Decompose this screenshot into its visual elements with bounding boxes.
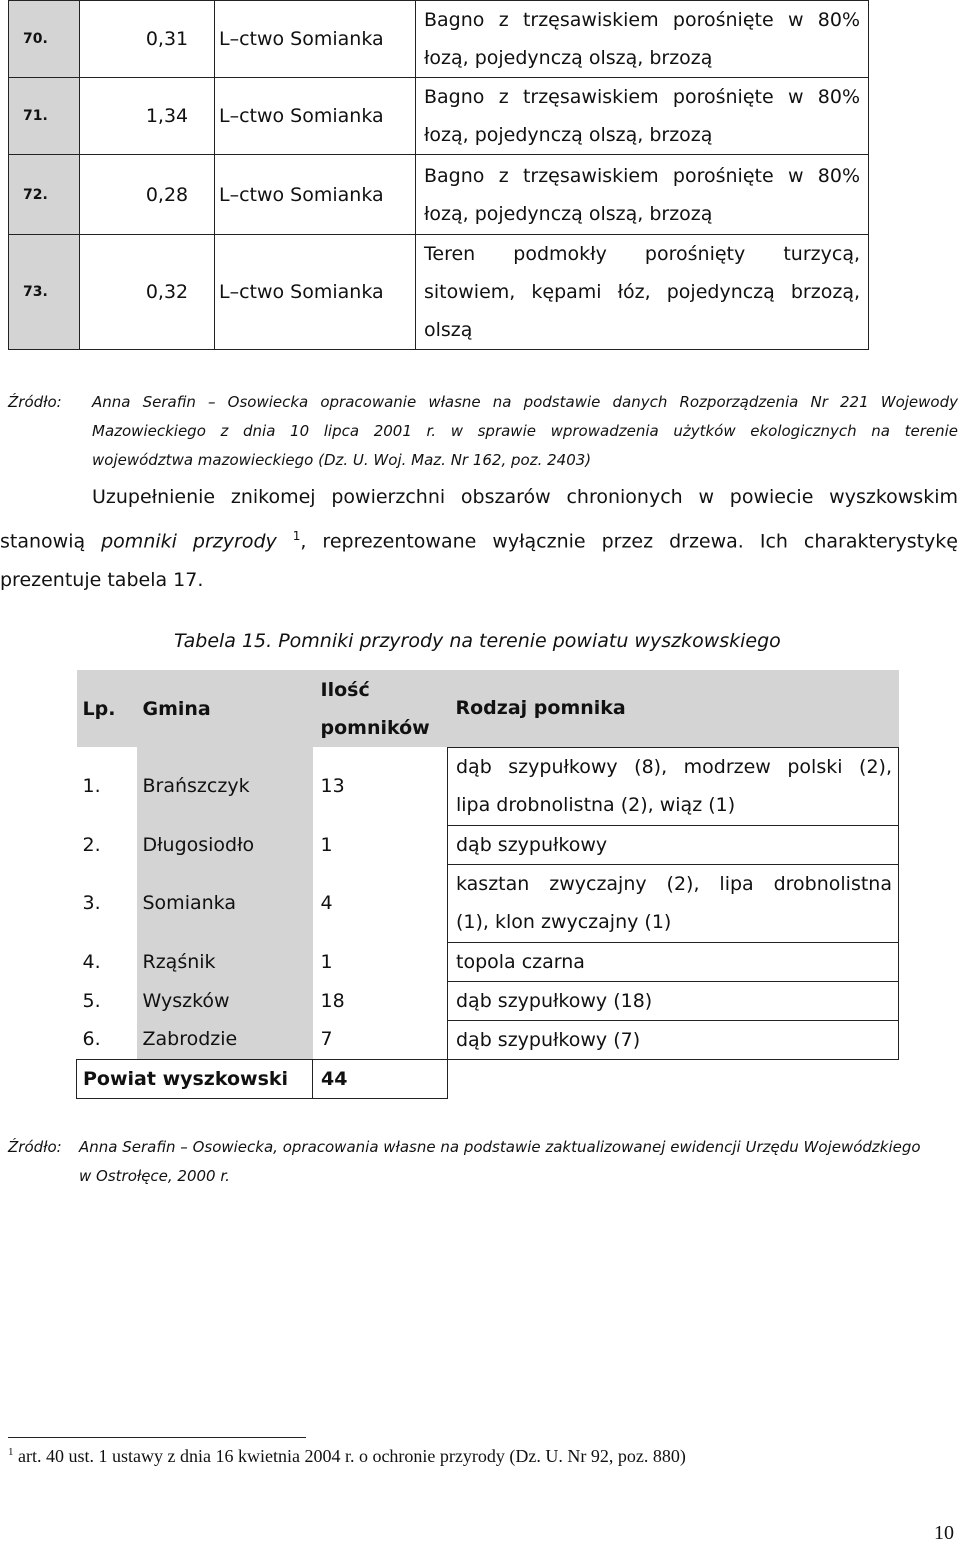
footnote-separator bbox=[8, 1437, 306, 1438]
row-count: 4 bbox=[320, 892, 333, 914]
table-row bbox=[9, 1, 869, 78]
table-row bbox=[77, 864, 899, 942]
row-gmina: Wyszków bbox=[137, 981, 313, 1020]
row-lp: 5. bbox=[82, 989, 101, 1012]
row-lp: 2. bbox=[82, 833, 101, 856]
row-kind: dąb szypułkowy (18) bbox=[448, 981, 899, 1020]
row-number: 73. bbox=[9, 235, 80, 350]
owner-name: L–ctwo Somianka bbox=[215, 155, 416, 235]
owner-name: L–ctwo Somianka bbox=[215, 1, 416, 78]
natural-monuments-table bbox=[76, 670, 899, 1099]
body-paragraph: Uzupełnienie znikomej powierzchni obszarów chronionych w powiecie wyszkowskim stanowią pomniki przyrody $^1$, reprezentowane wyłącznie przez drzewa. Ich charakterystykę prezentuje tabela 17. bbox=[0, 486, 958, 592]
area-value: 0,28 bbox=[80, 155, 215, 235]
table-row bbox=[77, 981, 899, 1020]
row-count: 7 bbox=[320, 1028, 333, 1051]
table-row bbox=[9, 155, 869, 235]
row-kind: dąb szypułkowy (7) bbox=[448, 1020, 899, 1059]
header-gmina: Gmina bbox=[137, 670, 313, 747]
table-total-row bbox=[77, 1059, 899, 1098]
row-number: 70. bbox=[9, 1, 80, 78]
row-count: 13 bbox=[320, 775, 345, 797]
row-count: 1 bbox=[320, 950, 333, 973]
row-lp: 4. bbox=[82, 950, 101, 973]
row-gmina: Zabrodzie bbox=[137, 1020, 313, 1059]
table-row bbox=[77, 825, 899, 864]
row-gmina: Długosiodło bbox=[137, 825, 313, 864]
area-value: 0,31 bbox=[80, 1, 215, 78]
table-row bbox=[77, 747, 899, 825]
area-description: Bagno z trzęsawiskiem porośnięte w 80% łozą, pojedynczą olszą, brzozą bbox=[416, 1, 869, 78]
table-row bbox=[9, 78, 869, 155]
header-kind: Rodzaj pomnika bbox=[448, 670, 899, 747]
table-caption: Tabela 15. Pomniki przyrody na terenie powiatu wyszkowskiego bbox=[174, 630, 781, 652]
table-row bbox=[9, 235, 869, 350]
area-description: Teren podmokły porośnięty turzycą, sitowiem, kępami łóz, pojedynczą brzozą, olszą bbox=[416, 235, 869, 350]
footnote: $^1$ art. 40 ust. 1 ustawy z dnia 16 kwietnia 2004 r. o ochronie przyrody (Dz. U. Nr 92, poz. 880) bbox=[8, 1446, 686, 1466]
row-number: 71. bbox=[9, 78, 80, 155]
emphasis-term: pomniki przyrody bbox=[101, 530, 277, 553]
footnote-ref[interactable]: 1 bbox=[292, 529, 301, 543]
row-count: 18 bbox=[320, 989, 345, 1012]
row-gmina: Brańszczyk bbox=[137, 747, 313, 825]
table-row bbox=[77, 942, 899, 981]
header-count: Ilość pomników bbox=[313, 670, 448, 747]
owner-name: L–ctwo Somianka bbox=[215, 78, 416, 155]
area-value: 1,34 bbox=[80, 78, 215, 155]
area-description: Bagno z trzęsawiskiem porośnięte w 80% łozą, pojedynczą olszą, brzozą bbox=[416, 78, 869, 155]
row-lp: 1. bbox=[82, 775, 101, 797]
row-kind: kasztan zwyczajny (2), lipa drobnolistna (1), klon zwyczajny (1) bbox=[448, 864, 899, 942]
source-citation: Anna Serafin – Osowiecka, opracowania własne na podstawie zaktualizowanej ewidencji Urzędu Wojewódzkiego w Ostrołęce, 2000 r. bbox=[79, 1138, 921, 1185]
source-citation: Anna Serafin – Osowiecka opracowanie własne na podstawie danych Rozporządzenia Nr 221 Wojewody Mazowieckiego z dnia 10 lipca 2001 r. w sprawie wprowadzenia użytków ekologicznych na terenie województwa mazowieckiego (Dz. U. Woj. Maz. Nr 162, poz. 2403) bbox=[92, 393, 958, 469]
total-count: 44 bbox=[313, 1059, 448, 1098]
source-label: Źródło: bbox=[8, 1138, 62, 1156]
row-kind: dąb szypułkowy (8), modrzew polski (2), lipa drobnolistna (2), wiąz (1) bbox=[448, 747, 899, 825]
row-number: 72. bbox=[9, 155, 80, 235]
header-lp: Lp. bbox=[77, 670, 137, 747]
area-description: Bagno z trzęsawiskiem porośnięte w 80% łozą, pojedynczą olszą, brzozą bbox=[416, 155, 869, 235]
protected-areas-table bbox=[8, 0, 869, 350]
page-number: 10 bbox=[934, 1522, 954, 1544]
footnote-mark: 1 bbox=[8, 1446, 14, 1458]
table-row bbox=[77, 1020, 899, 1059]
source-label: Źródło: bbox=[8, 393, 62, 411]
row-count: 1 bbox=[320, 833, 333, 856]
area-value: 0,32 bbox=[80, 235, 215, 350]
row-kind: dąb szypułkowy bbox=[448, 825, 899, 864]
row-gmina: Somianka bbox=[137, 864, 313, 942]
row-gmina: Rząśnik bbox=[137, 942, 313, 981]
owner-name: L–ctwo Somianka bbox=[215, 235, 416, 350]
row-lp: 6. bbox=[82, 1028, 101, 1051]
total-label: Powiat wyszkowski bbox=[77, 1059, 313, 1098]
row-lp: 3. bbox=[82, 892, 101, 914]
row-kind: topola czarna bbox=[448, 942, 899, 981]
table-header-row bbox=[77, 670, 899, 747]
